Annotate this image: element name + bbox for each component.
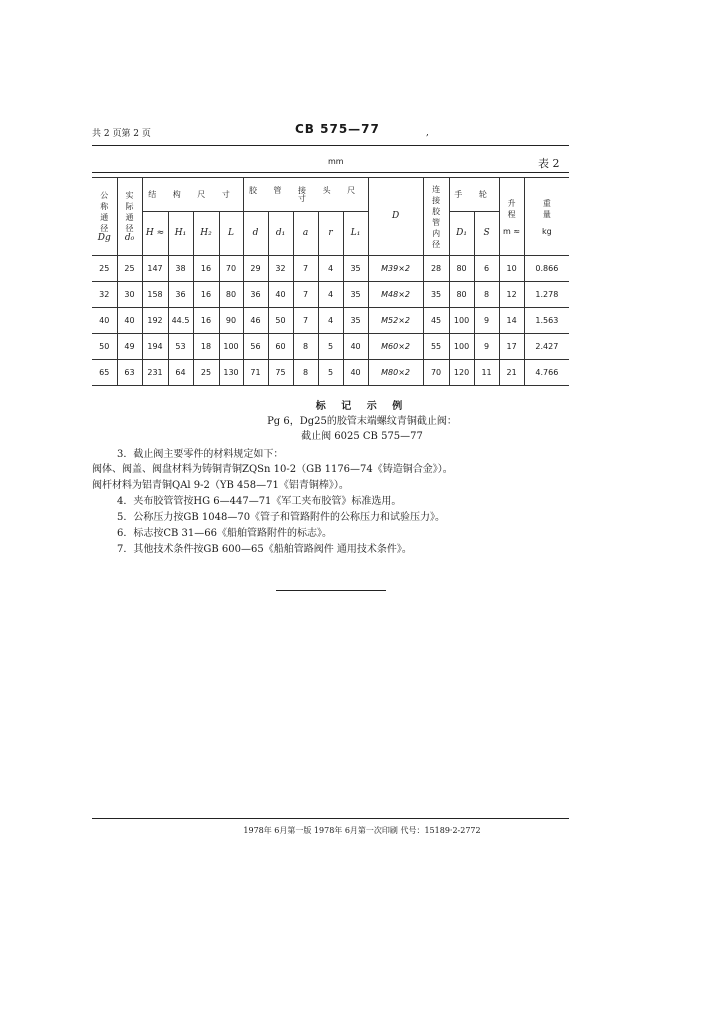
cell-r: 5 [318,360,343,386]
cell-H: 194 [142,334,168,360]
col-D-header: D [368,178,423,256]
lift-unit: m ≈ [503,226,521,236]
cell-weight: 4.766 [524,360,569,386]
cell-H1: 38 [168,256,193,282]
cell-L: 90 [219,308,243,334]
table-unit: mm [328,157,344,166]
cell-d1: 40 [268,282,293,308]
hose-clause: 4．夹布胶管管按HG 6—447—71《军工夹布胶管》标准选用。 [117,496,402,507]
col-d1: d₁ [268,212,293,256]
cell-a: 7 [293,256,318,282]
cell-H1: 36 [168,282,193,308]
cell-H2: 16 [193,308,219,334]
cell-L: 80 [219,282,243,308]
cell-H: 158 [142,282,168,308]
cell-d1: 50 [268,308,293,334]
cell-d: 36 [243,282,268,308]
cell-d: 29 [243,256,268,282]
pressure-clause: 5．公称压力按GB 1048—70《管子和管路附件的公称压力和试验压力》。 [117,512,446,523]
cell-weight: 1.278 [524,282,569,308]
table-top-rule [92,172,569,173]
cell-D: M48×2 [368,282,423,308]
cell-L: 130 [219,360,243,386]
cell-d0: 40 [117,308,142,334]
cell-d0: 49 [117,334,142,360]
cell-H: 147 [142,256,168,282]
cell-D1: 80 [449,282,474,308]
cell-H1: 44.5 [168,308,193,334]
cell-lift: 21 [499,360,524,386]
col-S: S [474,212,499,256]
col-d: d [243,212,268,256]
cell-d: 56 [243,334,268,360]
cell-r: 5 [318,334,343,360]
cell-S: 9 [474,308,499,334]
handwheel-header: 手 轮 [449,178,499,212]
cell-lift: 17 [499,334,524,360]
cell-hose-id: 35 [423,282,449,308]
col-dg-header [92,178,117,256]
material-body: 阀体、阀盖、阀盘材料为铸铜青铜ZQSn 10-2（GB 1176—74《铸造铜合金》）。 [92,464,453,475]
cell-a: 8 [293,334,318,360]
page-info: 共 2 页第 2 页 [92,129,151,139]
col-H1: H₁ [168,212,193,256]
publication-info: 1978年 6月第一版 1978年 6月第一次印刷 代号：15189·2-2772 [243,826,481,835]
cell-a: 8 [293,360,318,386]
cell-hose-id: 28 [423,256,449,282]
cell-L: 70 [219,256,243,282]
marking-clause: 6．标志按CB 31—66《船舶管路附件的标志》。 [117,528,332,539]
cell-a: 7 [293,282,318,308]
cell-weight: 0.866 [524,256,569,282]
structure-header: 结 构 尺 寸 [142,178,243,212]
col-H: H ≈ [142,212,168,256]
cell-r: 4 [318,256,343,282]
col-hose-id-header: 连接胶管内径 [423,178,449,256]
cell-dg: 50 [92,334,117,360]
cell-H: 231 [142,360,168,386]
col-D1: D₁ [449,212,474,256]
table-number: 表 2 [538,157,560,170]
table-row [92,282,569,308]
weight-unit: kg [541,226,552,236]
spec-table [92,177,569,386]
cell-hose-id: 45 [423,308,449,334]
cell-L1: 40 [343,334,368,360]
cell-S: 9 [474,334,499,360]
cell-d: 71 [243,360,268,386]
header-row-2 [92,212,569,256]
cell-d: 46 [243,308,268,334]
dg-symbol: Dg [97,233,111,243]
header-row-1 [92,178,569,212]
col-H2: H₂ [193,212,219,256]
hose-header: 胶 管 接 头 尺 寸 [243,178,368,212]
cell-H: 192 [142,308,168,334]
cell-weight: 1.563 [524,308,569,334]
cell-hose-id: 70 [423,360,449,386]
material-stem: 阀杆材料为铝青铜QAl 9-2（YB 458—71《铝青铜棒》）。 [92,480,349,491]
cell-D1: 120 [449,360,474,386]
cell-d0: 63 [117,360,142,386]
cell-H2: 25 [193,360,219,386]
cell-L1: 35 [343,282,368,308]
d0-label: 实际通径 [125,191,134,233]
cell-D1: 80 [449,256,474,282]
table-row [92,334,569,360]
cell-r: 4 [318,308,343,334]
col-a: a [293,212,318,256]
header-rule [92,145,569,146]
cell-d1: 32 [268,256,293,282]
cell-d0: 30 [117,282,142,308]
cell-lift: 14 [499,308,524,334]
d0-symbol: d₀ [124,233,135,243]
cell-H2: 18 [193,334,219,360]
cell-D: M52×2 [368,308,423,334]
cell-L1: 35 [343,256,368,282]
stray-mark: , [426,128,429,138]
cell-D1: 100 [449,334,474,360]
cell-L: 100 [219,334,243,360]
marking-code: 截止阀 6025 CB 575—77 [301,431,423,442]
standard-number: CB 575—77 [295,122,380,136]
material-clause: 3．截止阀主要零件的材料规定如下： [117,449,284,460]
col-lift-header: 升程 m ≈ [499,178,524,256]
cell-r: 4 [318,282,343,308]
table-row [92,308,569,334]
footer-rule [92,818,569,819]
cell-lift: 10 [499,256,524,282]
cell-d0: 25 [117,256,142,282]
cell-dg: 40 [92,308,117,334]
cell-H2: 16 [193,256,219,282]
cell-L1: 35 [343,308,368,334]
table-row [92,256,569,282]
cell-dg: 32 [92,282,117,308]
cell-D: M80×2 [368,360,423,386]
cell-S: 6 [474,256,499,282]
cell-lift: 12 [499,282,524,308]
cell-H2: 16 [193,282,219,308]
cell-H1: 53 [168,334,193,360]
col-weight-header: 重量 kg [524,178,569,256]
col-r: r [318,212,343,256]
marking-example: Pg 6，Dg25的胶管末端螺纹青铜截止阀： [267,416,457,427]
col-L1: L₁ [343,212,368,256]
col-d0-header [117,178,142,256]
cell-D: M60×2 [368,334,423,360]
cell-d1: 60 [268,334,293,360]
col-L: L [219,212,243,256]
end-rule [276,590,386,591]
cell-H1: 64 [168,360,193,386]
cell-dg: 65 [92,360,117,386]
other-clause: 7．其他技术条件按GB 600—65《船舶管路阀件 通用技术条件》。 [117,544,412,555]
cell-S: 8 [474,282,499,308]
cell-a: 7 [293,308,318,334]
cell-D: M39×2 [368,256,423,282]
marking-title: 标 记 示 例 [315,401,409,412]
dg-label: 公称通径 [100,191,109,233]
cell-d1: 75 [268,360,293,386]
cell-S: 11 [474,360,499,386]
cell-L1: 40 [343,360,368,386]
cell-dg: 25 [92,256,117,282]
cell-weight: 2.427 [524,334,569,360]
table-row [92,360,569,386]
cell-hose-id: 55 [423,334,449,360]
cell-D1: 100 [449,308,474,334]
